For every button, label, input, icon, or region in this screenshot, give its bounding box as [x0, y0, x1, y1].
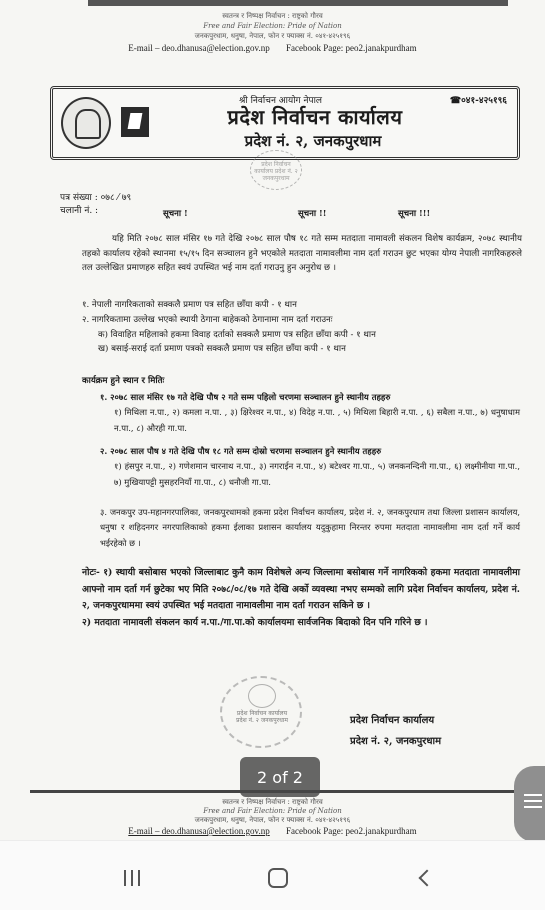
- tagline-en-top: Free and Fair Election: Pride of Nation: [203, 22, 342, 30]
- schedule-phase-1-body: १) मिथिला न.पा., २) कमला न.पा. , ३) क्षिरेश्वर न.पा., ४) विदेह न.पा. , ५) मिथिला बिहारी न.पा. , ६) सबैला न.पा., ७) धनुषाधाम न.पा., ८) औरही गा.पा.: [114, 407, 520, 433]
- letterhead-sub: श्री निर्वाचन आयोग नेपाल: [239, 96, 323, 106]
- schedule-phase-1-head: १. २०७८ साल मंसिर १७ गते देखि पौष २ गते सम्म पहिलो चरणमा सञ्चालन हुने स्थानीय तहहरु: [100, 392, 391, 402]
- recent-apps-icon: [124, 870, 140, 886]
- home-button[interactable]: [248, 861, 308, 895]
- office-title: प्रदेश निर्वाचन कार्यालय: [227, 105, 403, 129]
- office-subtitle: प्रदेश नं. २, जनकपुरधाम: [244, 132, 382, 150]
- notice-label-2: सूचना !!: [298, 209, 327, 219]
- list-item: ख) बसाई-सराई दर्ता प्रमाण पत्रको सक्कलै प्रमाण पत्र सहित छाँया कपी - १ थान: [98, 344, 346, 355]
- schedule-phase-2-head: २. २०७८ साल पौष ४ गते देखि पौष १८ गते सम्म दोस्रो चरणमा सञ्चालन हुने स्थानीय तहहरु: [100, 446, 382, 456]
- office-stamp-top: प्रदेश निर्वाचन कार्यालय प्रदेश नं. २ जनकपुरधाम: [250, 150, 302, 190]
- facebook-bottom: Facebook Page: peo2.janakpurdham: [285, 826, 417, 836]
- back-button[interactable]: [394, 861, 454, 895]
- recent-apps-button[interactable]: [102, 861, 162, 895]
- nepal-emblem-icon: [61, 97, 111, 149]
- email-top: E-mail – deo.dhanusa@election.gov.np: [128, 43, 270, 53]
- letter-number: पत्र संख्या : ०७८ ⁄ ७९: [60, 193, 132, 203]
- contact-row-top: [0, 43, 545, 53]
- schedule-phase-2-body: १) हंसपुर न.पा., २) गणेशमान चारनाथ न.पा., ३) नगराईन न.पा., ४) बटेश्वर गा.पा., ५) जनकनन्दिनी गा.पा., ६) लक्ष्मीनीया गा.पा., ७) मुखियापट्टी मुसहरनियाँ गा.पा., ८) धनौजी गा.पा.: [114, 461, 520, 487]
- schedule-phase-3: ३. जनकपुर उप-महानगरपालिका, जनकपुरधामको हकमा प्रदेश निर्वाचन कार्यालय, प्रदेश नं. २, जनकपुरधाम तथा जिल्ला प्रशासन कार्यालय, धनुषा र शहिदनगर नगरपालिकाको हकमा ईलाका प्रशासन कार्यालय यदुकुहामा निरन्तर रुपमा मतदाता नामावलीमा नाम दर्ता गर्ने कार्य भईरहेको छ ।: [100, 507, 520, 548]
- facebook-top: Facebook Page: peo2.janakpurdham: [285, 43, 417, 53]
- list-item: २. नागरिकतामा उल्लेख भएको स्थायी ठेगाना बाहेकको ठेगानामा नाम दर्ता गराउनः: [82, 314, 333, 325]
- address-top: जनकपुरधाम, धनुषा, नेपाल, फोन र फ्याक्स नं. ०४१-४२५१९६: [194, 32, 351, 40]
- list-item: क) विवाहित महिलाको हकमा विवाह दर्ताको सक्कलै प्रमाण पत्र सहित छाँया कपी - १ थान: [98, 329, 376, 340]
- email-bottom[interactable]: E-mail – deo.dhanusa@election.gov.np: [128, 826, 270, 836]
- schedule-heading: कार्यक्रम हुने स्थान र मितिः: [82, 376, 165, 386]
- signature-location: प्रदेश नं. २, जनकपुरधाम: [350, 736, 442, 747]
- page-indicator: 2 of 2: [240, 757, 320, 797]
- note-1: नोटः- १) स्थायी बसोबास भएको जिल्लाबाट कुनै काम विशेषले अन्य जिल्लामा बसोबास गर्ने नागरिकको हकमा मतदाता नामावलीमा आफ्नो नाम दर्ता गर्न छुटेका भए मिति २०७८/०८/१७ गते देखि अर्को व्यवस्था नभए सम्मको लागि प्रदेश निर्वाचन कार्यालय, प्रदेश नं. २, जनकपुरधाममा स्वयं उपस्थित भई मतदाता नामावलीमा नाम दर्ता गराउन सकिने छ ।: [82, 567, 520, 611]
- letterhead-phone: ☎०४१-४२५१९६: [449, 96, 507, 106]
- tagline-en-bottom: Free and Fair Election: Pride of Nation: [203, 807, 342, 815]
- office-seal-text: प्रदेश निर्वाचन कार्यालय प्रदेश नं. २ जनकपुरधाम: [236, 710, 288, 724]
- tagline-np-top: स्वतन्त्र र निष्पक्ष निर्वाचन : राष्ट्रको गौरव: [222, 12, 323, 20]
- ballot-box-icon: [121, 107, 149, 137]
- contact-row-bottom: [0, 826, 545, 836]
- notice-intro-paragraph: यहि मिति २०७८ साल मंसिर १७ गते देखि २०७८ साल पौष १८ गते सम्म मतदाता नामावली संकलन विशेष कार्यक्रम, २०७८ स्थानीय तहको कार्यालय रहेको स्थानमा १५/१५ दिन सञ्चालन हुने भएकोले मतदाता नामावलीमा नाम दर्ता गराउन छुट भएका योग्य नेपाली नागरिकहरुले तल उल्लेखित प्रमाणहरु सहित स्वयं उपस्थित भई नाम दर्ता गराउनु हुन अनुरोध छ ।: [82, 234, 522, 274]
- fast-scroll-handle[interactable]: [514, 766, 545, 842]
- schedule-phase-1: [100, 390, 520, 436]
- list-item: १. नेपाली नागरिकताको सक्कलै प्रमाण पत्र सहित छाँया कपी - १ थान: [82, 300, 297, 310]
- signature-office: प्रदेश निर्वाचन कार्यालय: [350, 715, 435, 726]
- notice-label-1: सूचना !: [163, 209, 188, 219]
- system-navigation-bar: [0, 840, 545, 910]
- address-bottom: जनकपुरधाम, धनुषा, नेपाल, फोन र फ्याक्स नं. ०४१-४२५१९६: [194, 816, 351, 824]
- home-icon: [268, 868, 288, 888]
- notice-label-3: सूचना !!!: [398, 209, 431, 219]
- top-edge-bar: [88, 0, 508, 6]
- note-2: २) मतदाता नामावली संकलन कार्य न.पा./गा.पा.को कार्यालयमा सार्वजनिक बिदाको दिन पनि गरिने छ ।: [82, 616, 428, 628]
- letterhead: [50, 86, 520, 160]
- schedule-phase-2: [100, 444, 520, 490]
- required-documents-list: [82, 298, 522, 357]
- tagline-np-bottom: स्वतन्त्र र निष्पक्ष निर्वाचन : राष्ट्रको गौरव: [222, 798, 323, 806]
- notes: [82, 565, 520, 631]
- dispatch-number: चलानी नं. :: [60, 206, 99, 216]
- back-icon: [419, 870, 436, 887]
